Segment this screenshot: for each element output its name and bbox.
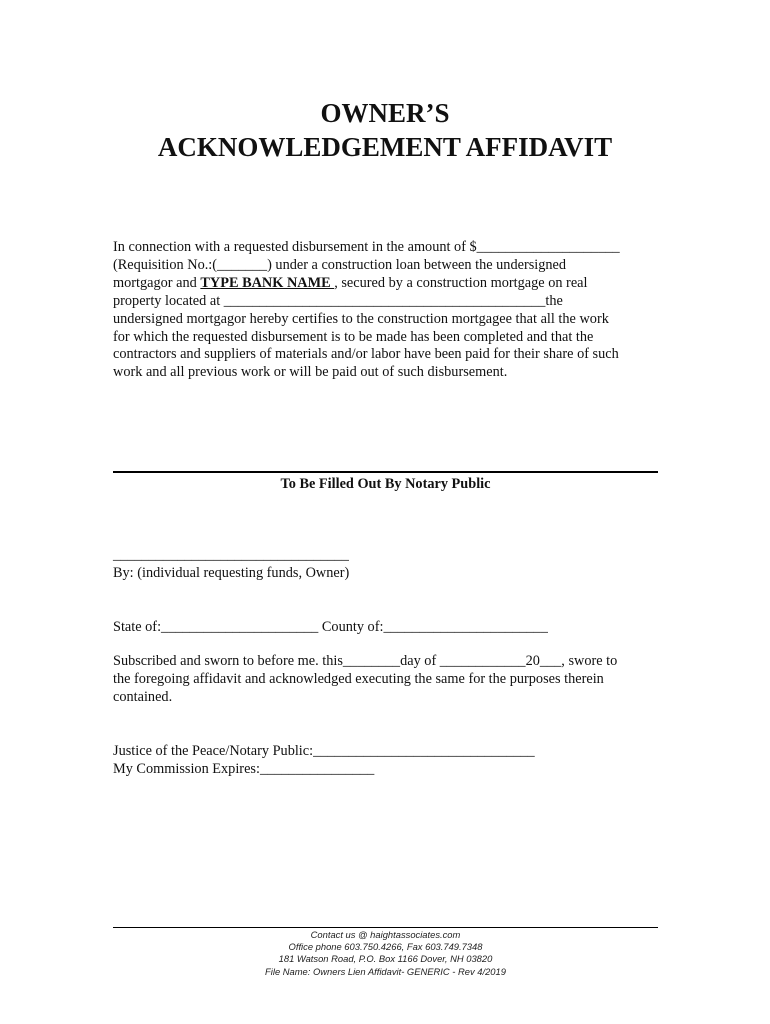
- title-line-1: OWNER’S: [320, 98, 450, 128]
- footer-phone: Office phone 603.750.4266, Fax 603.749.7348: [288, 941, 483, 953]
- footer-address: 181 Watson Road, P.O. Box 1166 Dover, NH 03820: [278, 953, 493, 965]
- intro-line-3-pre: mortgagor and: [113, 274, 201, 291]
- sworn-paragraph: [113, 653, 658, 707]
- section-divider: [113, 471, 658, 473]
- notary-public-line: Justice of the Peace/Notary Public:_______________________________: [113, 743, 535, 759]
- sworn-line-1: Subscribed and sworn to before me. this________day of ____________20___, swore to: [113, 653, 618, 669]
- intro-line-1: In connection with a requested disbursement in the amount of $____________________: [113, 239, 620, 255]
- intro-paragraph: [113, 239, 658, 382]
- sworn-line-2: the foregoing affidavit and acknowledged executing the same for the purposes therein: [113, 670, 604, 687]
- state-county-line: State of:______________________ County of:_______________________: [113, 619, 548, 635]
- commission-expires-line: My Commission Expires:________________: [113, 761, 375, 777]
- intro-line-2: (Requisition No.:(_______) under a construction loan between the undersigned: [113, 256, 567, 273]
- footer-divider: [113, 927, 658, 928]
- owner-by-label: By: (individual requesting funds, Owner): [113, 565, 350, 581]
- footer-file-name: File Name: Owners Lien Affidavit- GENERIC - Rev 4/2019: [265, 965, 506, 977]
- notary-section-heading: To Be Filled Out By Notary Public: [280, 476, 491, 492]
- page-footer: [113, 929, 658, 978]
- intro-line-3: [113, 275, 658, 293]
- intro-line-3-post: , secured by a construction mortgage on real: [334, 274, 588, 291]
- sworn-line-3: contained.: [113, 688, 173, 705]
- footer-contact: Contact us @ haightassociates.com: [310, 929, 461, 940]
- intro-line-6: for which the requested disbursement is to be made has been completed and that the: [113, 328, 594, 345]
- intro-line-5: undersigned mortgagor hereby certifies to the construction mortgagee that all the work: [113, 310, 609, 327]
- bank-name-placeholder: TYPE BANK NAME: [200, 274, 335, 291]
- intro-line-8: work and all previous work or will be paid out of such disbursement.: [113, 364, 508, 381]
- intro-line-7: contractors and suppliers of materials and/or labor have been paid for their share of such: [113, 346, 619, 363]
- intro-line-4: property located at _____________________________________________the: [113, 292, 563, 309]
- title-line-2: ACKNOWLEDGEMENT AFFIDAVIT: [157, 132, 613, 162]
- owner-signature-line: _________________________________: [113, 547, 349, 563]
